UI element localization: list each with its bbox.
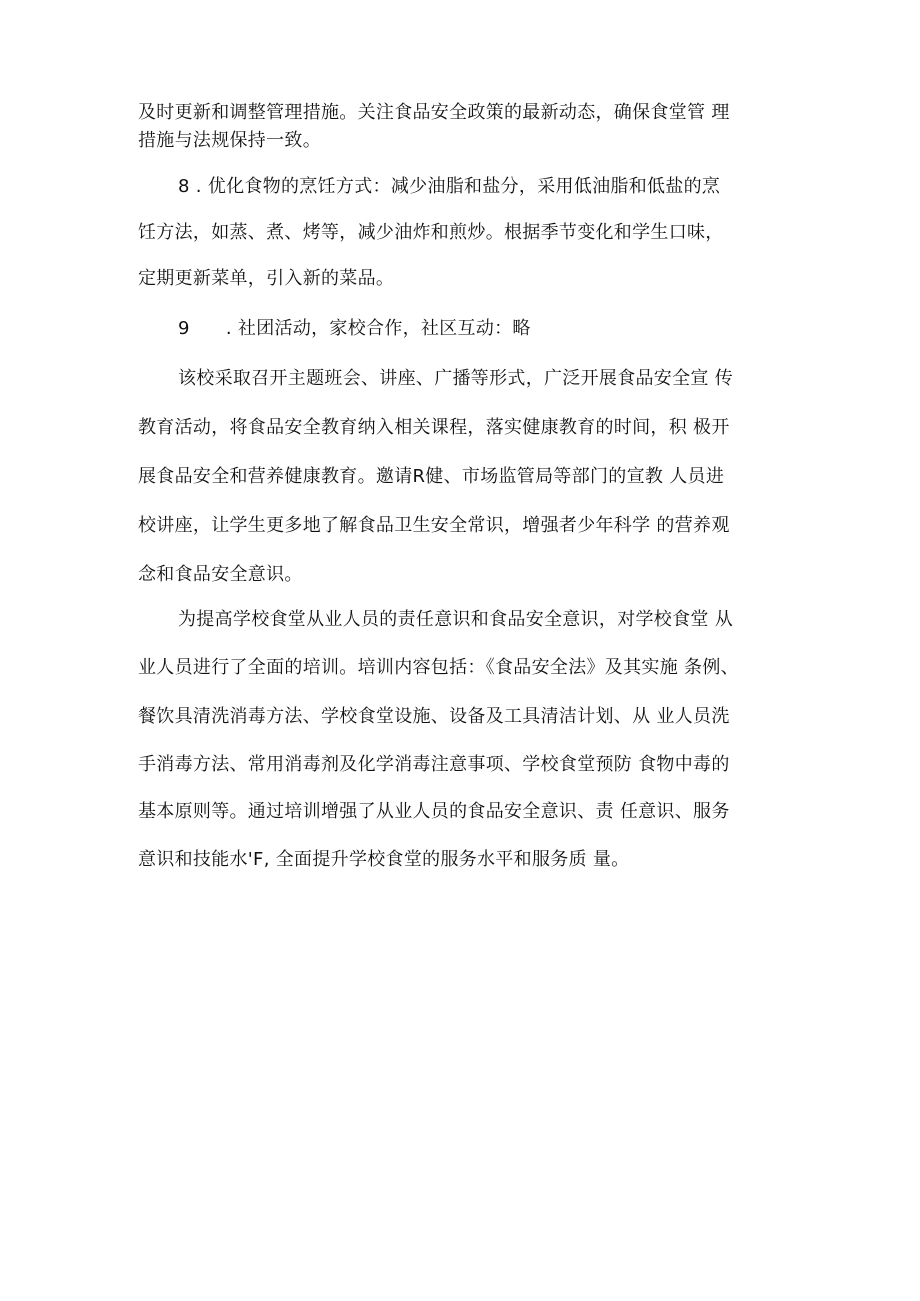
text-line: 餐饮具清洗消毒方法、学校食堂设施、设备及工具清洁计划、从 业人员洗 bbox=[138, 706, 730, 727]
text-line: 手消毒方法、常用消毒剂及化学消毒注意事项、学校食堂预防 食物中毒的 bbox=[138, 754, 730, 775]
text-line: 为提高学校食堂从业人员的责任意识和食品安全意识，对学校食堂 从 bbox=[178, 609, 734, 630]
text-line: 8 . 优化食物的烹饪方式：减少油脂和盐分，采用低油脂和低盐的烹 bbox=[178, 176, 721, 197]
text-line: 展食品安全和营养健康教育。邀请R健、市场监管局等部门的宣教 人员进 bbox=[138, 466, 725, 487]
text-line: 念和食品安全意识。 bbox=[138, 564, 303, 585]
text-line: 业人员进行了全面的培训。培训内容包括：《食品安全法》及其实施 条例、 bbox=[138, 657, 739, 678]
text-line: 该校采取召开主题班会、讲座、广播等形式，广泛开展食品安全宣 传 bbox=[178, 368, 734, 389]
text-line: 措施与法规保持一致。 bbox=[138, 130, 321, 151]
text-line: 意识和技能水'F, 全面提升学校食堂的服务水平和服务质 量。 bbox=[138, 849, 630, 870]
text-line: 9 . 社团活动，家校合作，社区互动：略 bbox=[178, 318, 531, 339]
text-line: 校讲座，让学生更多地了解食品卫生安全常识，增强者少年科学 的营养观 bbox=[138, 515, 730, 536]
text-line: 定期更新菜单，引入新的菜品。 bbox=[138, 268, 395, 289]
text-line: 饪方法，如蒸、煮、烤等，减少油炸和煎炒。根据季节变化和学生口味， bbox=[138, 222, 724, 243]
text-line: 及时更新和调整管理措施。关注食品安全政策的最新动态，确保食堂管 理 bbox=[138, 102, 730, 123]
text-line: 教育活动，将食品安全教育纳入相关课程，落实健康教育的时间，积 极开 bbox=[138, 417, 730, 438]
text-line: 基本原则等。通过培训增强了从业人员的食品安全意识、责 任意识、服务 bbox=[138, 801, 730, 822]
